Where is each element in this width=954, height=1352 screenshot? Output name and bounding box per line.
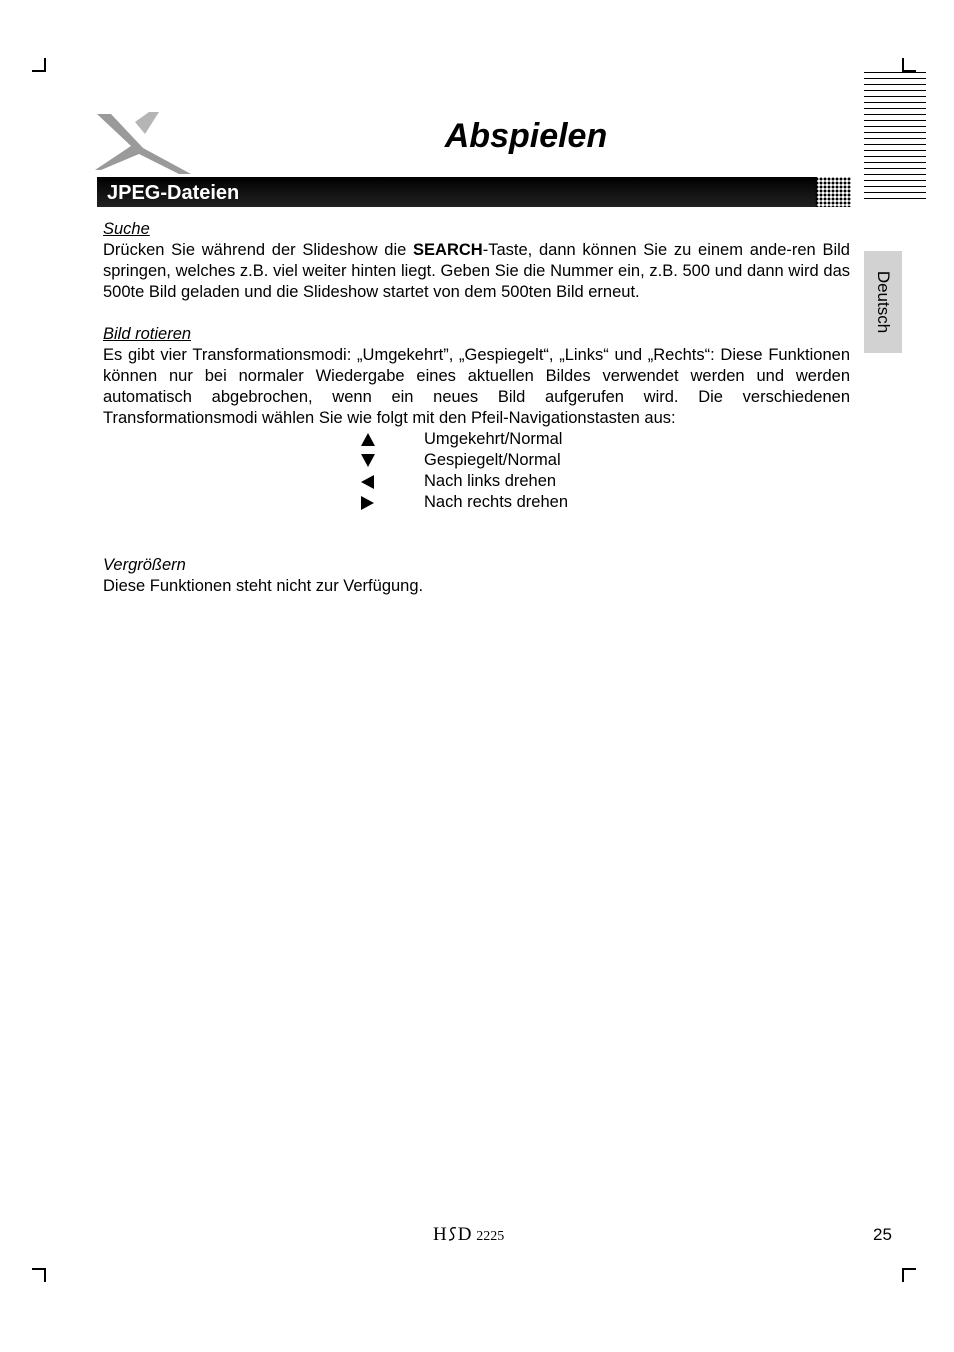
crop-mark-bottom-left [32, 1268, 46, 1282]
arrow-down-icon [361, 454, 424, 467]
zoom-paragraph: Diese Funktionen steht nicht zur Verfügung. [103, 577, 424, 595]
rotate-paragraph: Es gibt vier Transformationsmodi: „Umgekehrt”, „Gespiegelt“, „Links“ und „Rechts“: Diese Funktionen können nur bei normaler Wiedergabe eines aktuellen Bildes verwendet werden und werden automatisch abgebrochen, wenn ein neues Bild aufgerufen wird. Die verschiedenen Transformationsmodi wählen Sie wie folgt mit den Pfeil-Navigationstasten aus: [103, 346, 850, 427]
search-keyword: SEARCH [413, 241, 483, 259]
mode-label: Nach rechts drehen [424, 493, 568, 511]
footer-model [433, 1224, 504, 1246]
page-title: Abspielen [444, 117, 608, 155]
mode-label: Nach links drehen [424, 472, 557, 490]
model-s-glyph-icon [447, 1226, 458, 1242]
crop-mark-top-right [902, 58, 916, 72]
language-tab [864, 251, 902, 353]
list-item [361, 471, 850, 492]
section-title: JPEG-Dateien [107, 182, 240, 204]
arrow-left-icon [361, 475, 424, 489]
model-prefix: H [433, 1224, 447, 1245]
crop-mark-top-left [32, 58, 46, 72]
language-tab-label: Deutsch [874, 270, 893, 334]
transform-mode-list [361, 429, 850, 513]
search-paragraph [103, 240, 850, 303]
main-content [103, 219, 850, 597]
mode-label: Gespiegelt/Normal [424, 451, 561, 469]
list-item [361, 429, 850, 450]
list-item [361, 492, 850, 513]
model-number: 2225 [476, 1229, 505, 1244]
model-mid: D [457, 1224, 472, 1245]
crop-mark-bottom-right [902, 1268, 916, 1282]
arrow-up-icon [361, 433, 424, 446]
rotate-heading: Bild rotieren [103, 325, 192, 343]
section-header-dots [815, 177, 851, 207]
search-text-after: -Taste, dann können Sie zu einem ande-ren Bild springen, welches z.B. viel weiter hinten liegt. Geben Sie die Nummer ein, z.B. 500 und dann wird das 500te Bild geladen und die Slideshow startet von dem 500ten Bild erneut. [103, 241, 850, 301]
list-item [361, 450, 850, 471]
zoom-heading: Vergrößern [103, 556, 186, 574]
search-text-before: Drücken Sie während der Slideshow die [103, 241, 414, 259]
mode-label: Umgekehrt/Normal [424, 430, 563, 448]
page-number: 25 [873, 1225, 892, 1244]
search-heading: Suche [103, 220, 150, 238]
arrow-right-icon [361, 496, 424, 510]
